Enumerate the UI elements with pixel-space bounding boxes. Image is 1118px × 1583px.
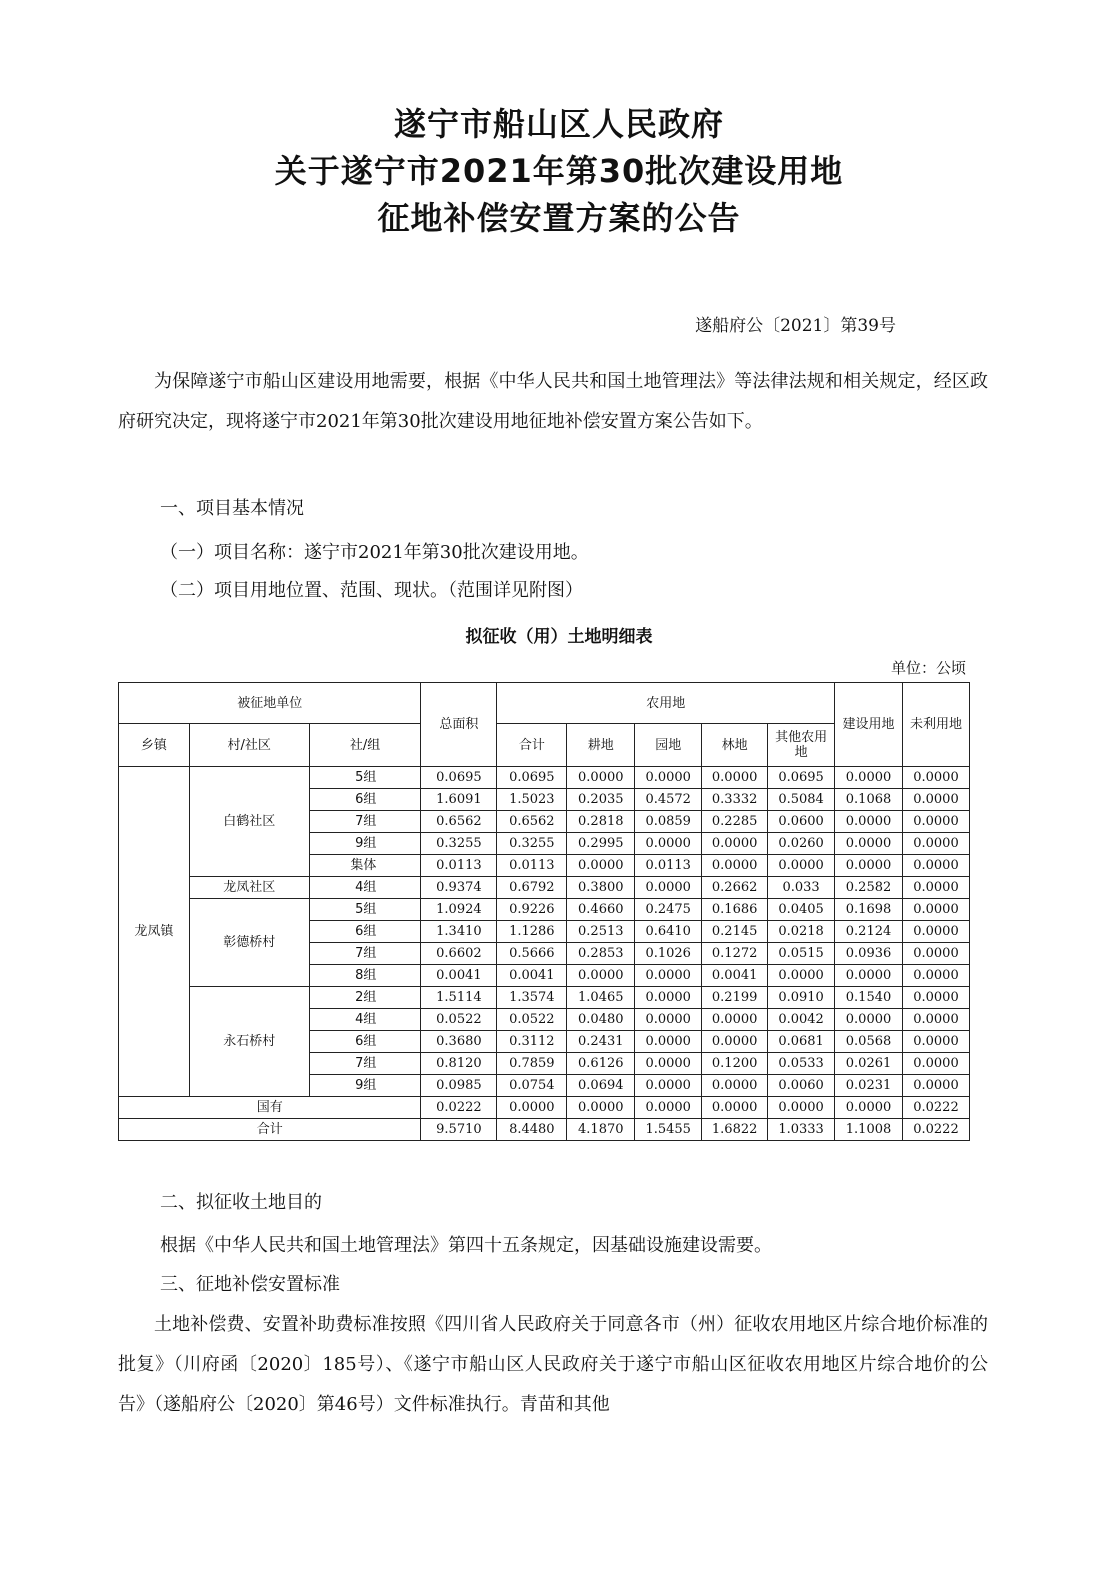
group-cell: 9组 — [309, 833, 421, 855]
value-cell: 0.0000 — [902, 965, 969, 987]
value-cell: 0.0533 — [768, 1053, 835, 1075]
value-cell: 0.0000 — [635, 767, 702, 789]
value-cell: 0.0113 — [497, 855, 567, 877]
value-cell: 0.0000 — [835, 965, 903, 987]
group-cell: 5组 — [309, 899, 421, 921]
value-cell: 0.0000 — [567, 855, 635, 877]
value-cell: 0.0000 — [702, 833, 768, 855]
header-other-agri: 其他农用地 — [768, 724, 835, 767]
value-cell: 0.0522 — [497, 1009, 567, 1031]
value-cell: 0.0000 — [635, 1053, 702, 1075]
title-line-2: 关于遂宁市2021年第30批次建设用地 — [274, 152, 844, 190]
value-cell: 1.6822 — [702, 1119, 768, 1141]
value-cell: 0.0754 — [497, 1075, 567, 1097]
table-row — [119, 877, 970, 899]
value-cell: 0.0000 — [835, 811, 903, 833]
value-cell: 0.0000 — [902, 789, 969, 811]
section-1-item-1: （一）项目名称：遂宁市2021年第30批次建设用地。 — [160, 542, 589, 563]
value-cell: 0.0000 — [902, 811, 969, 833]
value-cell: 1.5455 — [635, 1119, 702, 1141]
value-cell: 0.0000 — [567, 1097, 635, 1119]
village-cell: 彰德桥村 — [189, 899, 309, 987]
table-row — [119, 987, 970, 1009]
value-cell: 0.3112 — [497, 1031, 567, 1053]
section-1-item-2: （二）项目用地位置、范围、现状。（范围详见附图） — [160, 580, 583, 601]
value-cell: 0.0000 — [902, 921, 969, 943]
header-agri: 农用地 — [497, 683, 835, 724]
value-cell: 0.6562 — [421, 811, 497, 833]
value-cell: 0.2475 — [635, 899, 702, 921]
group-cell: 6组 — [309, 789, 421, 811]
value-cell: 1.1008 — [835, 1119, 903, 1141]
header-construction: 建设用地 — [835, 683, 903, 767]
village-cell: 白鹤社区 — [189, 767, 309, 877]
value-cell: 0.0000 — [835, 833, 903, 855]
value-cell: 0.0000 — [902, 877, 969, 899]
section-3-body: 土地补偿费、安置补助费标准按照《四川省人民政府关于同意各市（州）征收农用地区片综合地价标准的批复》（川府函〔2020〕185号）、《遂宁市船山区人民政府关于遂宁市船山区征收农用地区片综合地价的公告》（遂船府公〔2020〕第46号）文件标准执行。青苗和其他 — [118, 1314, 988, 1415]
value-cell: 4.1870 — [567, 1119, 635, 1141]
value-cell: 0.0042 — [768, 1009, 835, 1031]
table-row — [119, 767, 970, 789]
value-cell: 0.0000 — [635, 877, 702, 899]
value-cell: 0.2145 — [702, 921, 768, 943]
value-cell: 0.0000 — [702, 1097, 768, 1119]
value-cell: 0.1068 — [835, 789, 903, 811]
value-cell: 0.6562 — [497, 811, 567, 833]
group-cell: 9组 — [309, 1075, 421, 1097]
value-cell: 0.0000 — [902, 943, 969, 965]
town-cell: 龙凤镇 — [119, 767, 190, 1097]
value-cell: 0.2431 — [567, 1031, 635, 1053]
group-cell: 6组 — [309, 921, 421, 943]
value-cell: 1.0333 — [768, 1119, 835, 1141]
section-2-heading: 二、拟征收土地目的 — [160, 1192, 322, 1213]
value-cell: 0.0000 — [702, 1031, 768, 1053]
value-cell: 0.0261 — [835, 1053, 903, 1075]
group-cell: 7组 — [309, 1053, 421, 1075]
value-cell: 0.0910 — [768, 987, 835, 1009]
value-cell: 0.2818 — [567, 811, 635, 833]
value-cell: 0.1026 — [635, 943, 702, 965]
document-title — [0, 100, 1118, 241]
value-cell: 1.1286 — [497, 921, 567, 943]
value-cell: 0.0113 — [635, 855, 702, 877]
value-cell: 0.0000 — [635, 987, 702, 1009]
village-cell: 龙凤社区 — [189, 877, 309, 899]
header-town: 乡镇 — [119, 724, 190, 767]
value-cell: 0.0000 — [635, 833, 702, 855]
value-cell: 0.4572 — [635, 789, 702, 811]
value-cell: 0.0222 — [902, 1097, 969, 1119]
state-owned-row — [119, 1097, 970, 1119]
value-cell: 0.0222 — [902, 1119, 969, 1141]
value-cell: 0.0000 — [702, 767, 768, 789]
value-cell: 0.0000 — [567, 767, 635, 789]
table-caption: 拟征收（用）土地明细表 — [465, 627, 653, 647]
value-cell: 1.3410 — [421, 921, 497, 943]
value-cell: 0.1698 — [835, 899, 903, 921]
value-cell: 0.0000 — [702, 1009, 768, 1031]
document-number: 遂船府公〔2021〕第39号 — [695, 316, 896, 336]
value-cell: 0.0000 — [902, 987, 969, 1009]
group-cell: 4组 — [309, 877, 421, 899]
value-cell: 0.6410 — [635, 921, 702, 943]
value-cell: 0.2662 — [702, 877, 768, 899]
title-line-3: 征地补偿安置方案的公告 — [377, 199, 741, 237]
value-cell: 0.5666 — [497, 943, 567, 965]
header-total: 总面积 — [421, 683, 497, 767]
value-cell: 0.0695 — [497, 767, 567, 789]
table-unit: 单位：公顷 — [890, 659, 966, 677]
value-cell: 0.0000 — [835, 1009, 903, 1031]
value-cell: 0.3680 — [421, 1031, 497, 1053]
value-cell: 9.5710 — [421, 1119, 497, 1141]
value-cell: 0.0000 — [635, 965, 702, 987]
total-row-label: 合计 — [119, 1119, 421, 1141]
title-line-1: 遂宁市船山区人民政府 — [393, 105, 724, 143]
value-cell: 0.9374 — [421, 877, 497, 899]
section-1-heading: 一、项目基本情况 — [160, 498, 304, 519]
value-cell: 0.0000 — [902, 1031, 969, 1053]
value-cell: 0.0522 — [421, 1009, 497, 1031]
value-cell: 0.0405 — [768, 899, 835, 921]
value-cell: 0.0000 — [768, 1097, 835, 1119]
value-cell: 1.5114 — [421, 987, 497, 1009]
header-unused: 未利用地 — [902, 683, 969, 767]
section-2-body: 根据《中华人民共和国土地管理法》第四十五条规定，因基础设施建设需要。 — [160, 1235, 772, 1256]
intro-paragraph: 为保障遂宁市船山区建设用地需要，根据《中华人民共和国土地管理法》等法律法规和相关规定，经区政府研究决定，现将遂宁市2021年第30批次建设用地征地补偿安置方案公告如下。 — [118, 371, 988, 432]
value-cell: 0.0000 — [902, 855, 969, 877]
value-cell: 0.7859 — [497, 1053, 567, 1075]
value-cell: 0.5084 — [768, 789, 835, 811]
header-forest: 林地 — [702, 724, 768, 767]
value-cell: 0.3255 — [497, 833, 567, 855]
value-cell: 0.2124 — [835, 921, 903, 943]
value-cell: 0.2513 — [567, 921, 635, 943]
value-cell: 0.1686 — [702, 899, 768, 921]
group-cell: 7组 — [309, 811, 421, 833]
total-row — [119, 1119, 970, 1141]
table-row — [119, 899, 970, 921]
value-cell: 1.0465 — [567, 987, 635, 1009]
value-cell: 8.4480 — [497, 1119, 567, 1141]
header-cultivated: 耕地 — [567, 724, 635, 767]
value-cell: 0.0000 — [902, 1009, 969, 1031]
header-unit-group: 被征地单位 — [119, 683, 421, 724]
value-cell: 0.1272 — [702, 943, 768, 965]
value-cell: 0.8120 — [421, 1053, 497, 1075]
group-cell: 8组 — [309, 965, 421, 987]
value-cell: 0.0000 — [702, 1075, 768, 1097]
group-cell: 2组 — [309, 987, 421, 1009]
state-owned-row-label: 国有 — [119, 1097, 421, 1119]
value-cell: 0.1540 — [835, 987, 903, 1009]
value-cell: 0.3332 — [702, 789, 768, 811]
value-cell: 0.2035 — [567, 789, 635, 811]
value-cell: 0.0515 — [768, 943, 835, 965]
value-cell: 0.0480 — [567, 1009, 635, 1031]
value-cell: 1.6091 — [421, 789, 497, 811]
group-cell: 7组 — [309, 943, 421, 965]
value-cell: 1.5023 — [497, 789, 567, 811]
header-garden: 园地 — [635, 724, 702, 767]
value-cell: 0.2853 — [567, 943, 635, 965]
value-cell: 0.6792 — [497, 877, 567, 899]
value-cell: 0.0985 — [421, 1075, 497, 1097]
value-cell: 0.0000 — [902, 1075, 969, 1097]
value-cell: 0.0060 — [768, 1075, 835, 1097]
group-cell: 6组 — [309, 1031, 421, 1053]
value-cell: 0.6126 — [567, 1053, 635, 1075]
value-cell: 0.0000 — [635, 1097, 702, 1119]
value-cell: 0.0695 — [421, 767, 497, 789]
value-cell: 0.6602 — [421, 943, 497, 965]
group-cell: 5组 — [309, 767, 421, 789]
value-cell: 0.0231 — [835, 1075, 903, 1097]
group-cell: 4组 — [309, 1009, 421, 1031]
header-village: 村/社区 — [189, 724, 309, 767]
value-cell: 0.0000 — [635, 1009, 702, 1031]
value-cell: 0.0000 — [835, 767, 903, 789]
value-cell: 0.0695 — [768, 767, 835, 789]
value-cell: 0.3255 — [421, 833, 497, 855]
value-cell: 0.0000 — [635, 1031, 702, 1053]
value-cell: 0.2199 — [702, 987, 768, 1009]
value-cell: 0.2285 — [702, 811, 768, 833]
value-cell: 0.0000 — [902, 833, 969, 855]
value-cell: 0.3800 — [567, 877, 635, 899]
value-cell: 0.0000 — [702, 855, 768, 877]
value-cell: 0.9226 — [497, 899, 567, 921]
value-cell: 0.0000 — [902, 767, 969, 789]
value-cell: 0.0600 — [768, 811, 835, 833]
value-cell: 0.0000 — [835, 1097, 903, 1119]
value-cell: 0.0859 — [635, 811, 702, 833]
value-cell: 0.0041 — [421, 965, 497, 987]
value-cell: 1.0924 — [421, 899, 497, 921]
value-cell: 0.2582 — [835, 877, 903, 899]
header-agri-total: 合计 — [497, 724, 567, 767]
value-cell: 0.0000 — [768, 855, 835, 877]
group-cell: 集体 — [309, 855, 421, 877]
value-cell: 0.0000 — [768, 965, 835, 987]
table-body — [119, 767, 970, 1141]
value-cell: 0.0041 — [497, 965, 567, 987]
value-cell: 0.0113 — [421, 855, 497, 877]
village-cell: 永石桥村 — [189, 987, 309, 1097]
value-cell: 0.2995 — [567, 833, 635, 855]
section-3-heading: 三、征地补偿安置标准 — [160, 1274, 340, 1295]
value-cell: 0.033 — [768, 877, 835, 899]
value-cell: 0.0041 — [702, 965, 768, 987]
value-cell: 0.0936 — [835, 943, 903, 965]
value-cell: 0.1200 — [702, 1053, 768, 1075]
value-cell: 1.3574 — [497, 987, 567, 1009]
value-cell: 0.0000 — [497, 1097, 567, 1119]
value-cell: 0.0000 — [835, 855, 903, 877]
header-group: 社/组 — [309, 724, 421, 767]
value-cell: 0.0222 — [421, 1097, 497, 1119]
value-cell: 0.0000 — [567, 965, 635, 987]
value-cell: 0.0000 — [902, 899, 969, 921]
land-detail-table — [118, 682, 970, 1141]
value-cell: 0.4660 — [567, 899, 635, 921]
value-cell: 0.0681 — [768, 1031, 835, 1053]
value-cell: 0.0260 — [768, 833, 835, 855]
value-cell: 0.0694 — [567, 1075, 635, 1097]
value-cell: 0.0000 — [635, 1075, 702, 1097]
value-cell: 0.0218 — [768, 921, 835, 943]
value-cell: 0.0000 — [902, 1053, 969, 1075]
value-cell: 0.0568 — [835, 1031, 903, 1053]
